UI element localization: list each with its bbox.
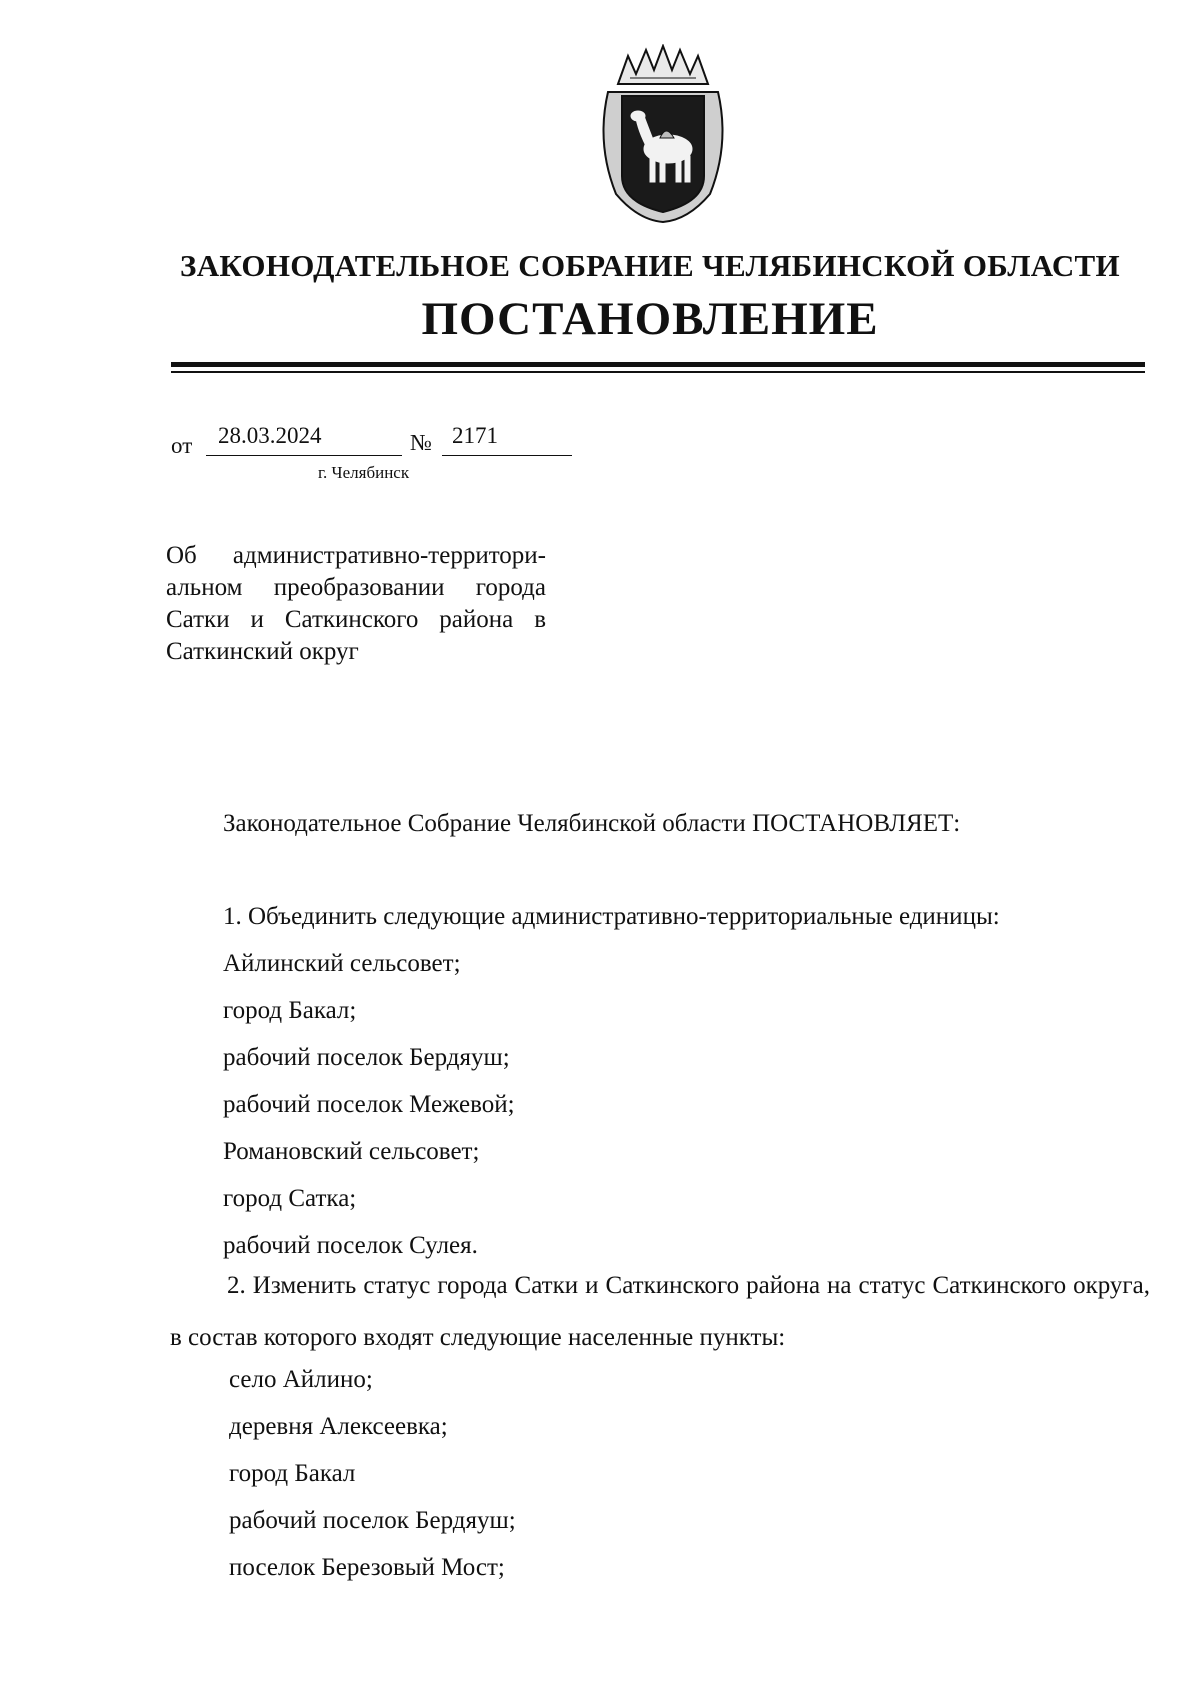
city-name: г. Челябинск [318, 463, 410, 482]
document-number: 2171 [452, 423, 498, 448]
document-subject: Об административно-территори-альном преобразовании города Сатки и Саткинского района в Саткинский округ [166, 542, 546, 665]
chelyabinsk-coat-of-arms-icon [588, 44, 738, 226]
date-underline [206, 455, 402, 456]
item1-heading: 1. Объединить следующие административно-территориальные единицы: [223, 903, 1000, 930]
item2-list-item: село Айлино; [229, 1366, 373, 1393]
item1-list-item: рабочий поселок Сулея. [223, 1232, 478, 1259]
item2-list-item: поселок Березовый Мост; [229, 1554, 505, 1581]
item2-list-item: рабочий поселок Бердяуш; [229, 1507, 516, 1534]
item2-list-item: деревня Алексеевка; [229, 1413, 448, 1440]
item1-list-item: рабочий поселок Бердяуш; [223, 1044, 510, 1071]
item2-list-item: город Бакал [229, 1460, 356, 1487]
number-prefix: № [410, 430, 432, 455]
header-divider-thick [171, 362, 1145, 367]
item1-list-item: Айлинский сельсовет; [223, 950, 461, 977]
document-type-title: ПОСТАНОВЛЕНИЕ [421, 293, 879, 345]
organization-name: ЗАКОНОДАТЕЛЬНОЕ СОБРАНИЕ ЧЕЛЯБИНСКОЙ ОБЛАСТИ [180, 248, 1120, 283]
number-underline [442, 455, 572, 456]
item2-paragraph: 2. Изменить статус города Сатки и Саткинского района на статус Саткинского округа, в состав которого входят следующие населенные пункты: [170, 1272, 1150, 1351]
header-divider-thin [171, 371, 1145, 373]
item1-list-item: рабочий поселок Межевой; [223, 1091, 515, 1118]
preamble: Законодательное Собрание Челябинской области ПОСТАНОВЛЯЕТ: [223, 810, 961, 837]
item1-list-item: Романовский сельсовет; [223, 1138, 480, 1165]
date-prefix: от [171, 433, 193, 458]
document-date: 28.03.2024 [218, 423, 322, 448]
item1-list-item: город Бакал; [223, 997, 357, 1024]
item1-list-item: город Сатка; [223, 1185, 357, 1212]
